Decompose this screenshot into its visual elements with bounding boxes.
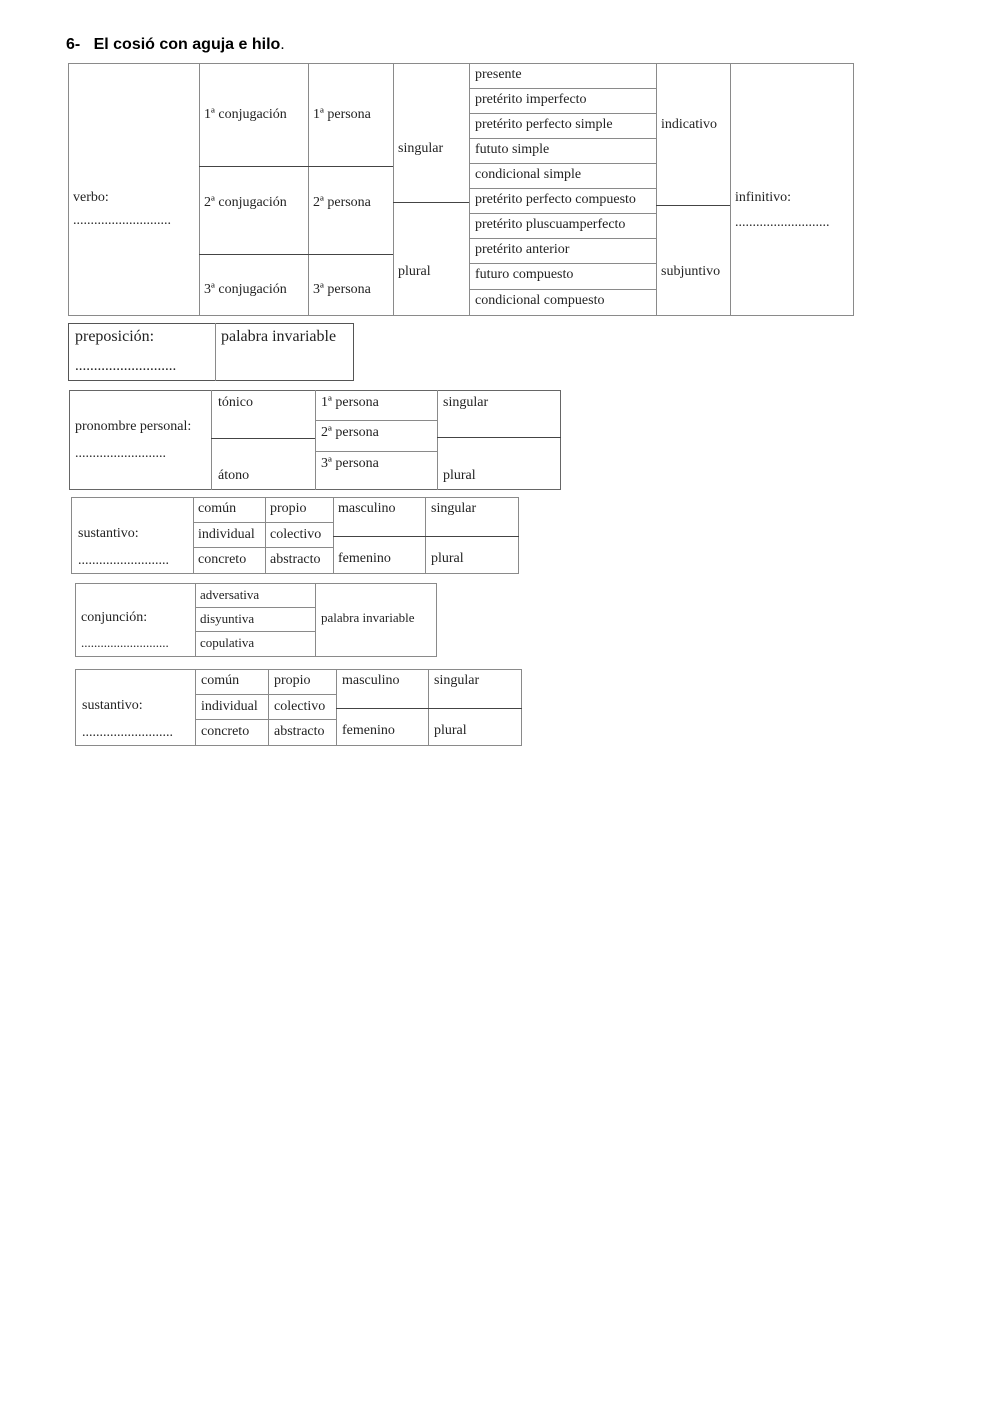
exercise-number: 6-	[66, 36, 81, 53]
conjunction-answer-blank[interactable]: ...........................	[81, 635, 169, 650]
noun2-collective[interactable]: colectivo	[274, 699, 326, 714]
conjunction-label: conjunción:	[81, 610, 148, 625]
noun2-feminine[interactable]: femenino	[342, 723, 395, 738]
noun2-masculine[interactable]: masculino	[342, 673, 400, 688]
noun1-feminine[interactable]: femenino	[338, 551, 391, 566]
noun2-label: sustantivo:	[82, 698, 143, 713]
number-plural[interactable]: plural	[398, 264, 431, 279]
conjunction-disjunctive[interactable]: disyuntiva	[200, 611, 255, 626]
noun1-proper[interactable]: propio	[270, 501, 307, 516]
noun1-collective[interactable]: colectivo	[270, 527, 322, 542]
noun2-individual[interactable]: individual	[201, 699, 258, 714]
noun1-answer-blank[interactable]: ..........................	[78, 553, 169, 568]
exercise-heading	[66, 36, 285, 54]
person-2[interactable]: 2ª persona	[313, 195, 371, 210]
noun1-plural[interactable]: plural	[431, 551, 464, 566]
pronoun-answer-blank[interactable]: ..........................	[75, 446, 166, 461]
tense-5[interactable]: condicional simple	[475, 167, 582, 182]
preposition-label: preposición:	[75, 328, 155, 345]
noun1-abstract[interactable]: abstracto	[270, 552, 321, 567]
conjugation-2[interactable]: 2ª conjugación	[204, 195, 287, 210]
conjunction-copulative[interactable]: copulativa	[200, 635, 255, 650]
stress-tonic[interactable]: tónico	[218, 395, 253, 410]
conjunction-adversative[interactable]: adversativa	[200, 587, 260, 602]
noun2-plural[interactable]: plural	[434, 723, 467, 738]
tense-6[interactable]: pretérito perfecto compuesto	[475, 192, 636, 207]
noun1-individual[interactable]: individual	[198, 527, 255, 542]
tense-9[interactable]: futuro compuesto	[475, 267, 574, 282]
sentence-period: .	[280, 36, 285, 53]
pronoun-plural[interactable]: plural	[443, 468, 476, 483]
noun2-singular[interactable]: singular	[434, 673, 480, 688]
tense-3[interactable]: pretérito perfecto simple	[475, 117, 613, 132]
noun2-concrete[interactable]: concreto	[201, 724, 250, 739]
noun2-common[interactable]: común	[201, 673, 240, 688]
noun1-common[interactable]: común	[198, 501, 237, 516]
mood-subjunctive[interactable]: subjuntivo	[661, 264, 721, 279]
conjugation-3[interactable]: 3ª conjugación	[204, 282, 287, 297]
conjunction-category[interactable]: palabra invariable	[321, 610, 415, 625]
noun1-singular[interactable]: singular	[431, 501, 477, 516]
pronoun-person-1[interactable]: 1ª persona	[321, 395, 379, 410]
preposition-type[interactable]: palabra invariable	[221, 328, 337, 345]
tense-4[interactable]: fututo simple	[475, 142, 550, 157]
tense-7[interactable]: pretérito pluscuamperfecto	[475, 217, 626, 232]
pronoun-singular[interactable]: singular	[443, 395, 489, 410]
infinitive-answer-blank[interactable]: ...........................	[735, 215, 830, 230]
tense-8[interactable]: pretérito anterior	[475, 242, 570, 257]
tense-1[interactable]: presente	[475, 67, 522, 82]
pronoun-person-3[interactable]: 3ª persona	[321, 456, 379, 471]
preposition-answer-blank[interactable]: ...........................	[75, 358, 177, 374]
person-3[interactable]: 3ª persona	[313, 282, 371, 297]
number-singular[interactable]: singular	[398, 141, 444, 156]
verb-answer-blank[interactable]: ............................	[73, 213, 171, 228]
person-1[interactable]: 1ª persona	[313, 107, 371, 122]
stress-atonic[interactable]: átono	[218, 468, 250, 483]
noun2-abstract[interactable]: abstracto	[274, 724, 325, 739]
tense-10[interactable]: condicional compuesto	[475, 293, 605, 308]
infinitive-label: infinitivo:	[735, 190, 791, 205]
pronoun-label: pronombre personal:	[75, 419, 192, 434]
mood-indicative[interactable]: indicativo	[661, 117, 717, 132]
noun1-concrete[interactable]: concreto	[198, 552, 247, 567]
verb-label: verbo:	[73, 190, 109, 205]
noun2-proper[interactable]: propio	[274, 673, 311, 688]
noun1-label: sustantivo:	[78, 526, 139, 541]
noun1-masculine[interactable]: masculino	[338, 501, 396, 516]
pronoun-person-2[interactable]: 2ª persona	[321, 425, 379, 440]
tense-2[interactable]: pretérito imperfecto	[475, 92, 587, 107]
exercise-sentence: El cosió con aguja e hilo	[93, 36, 281, 53]
conjugation-1[interactable]: 1ª conjugación	[204, 107, 287, 122]
noun2-answer-blank[interactable]: ..........................	[82, 725, 173, 740]
